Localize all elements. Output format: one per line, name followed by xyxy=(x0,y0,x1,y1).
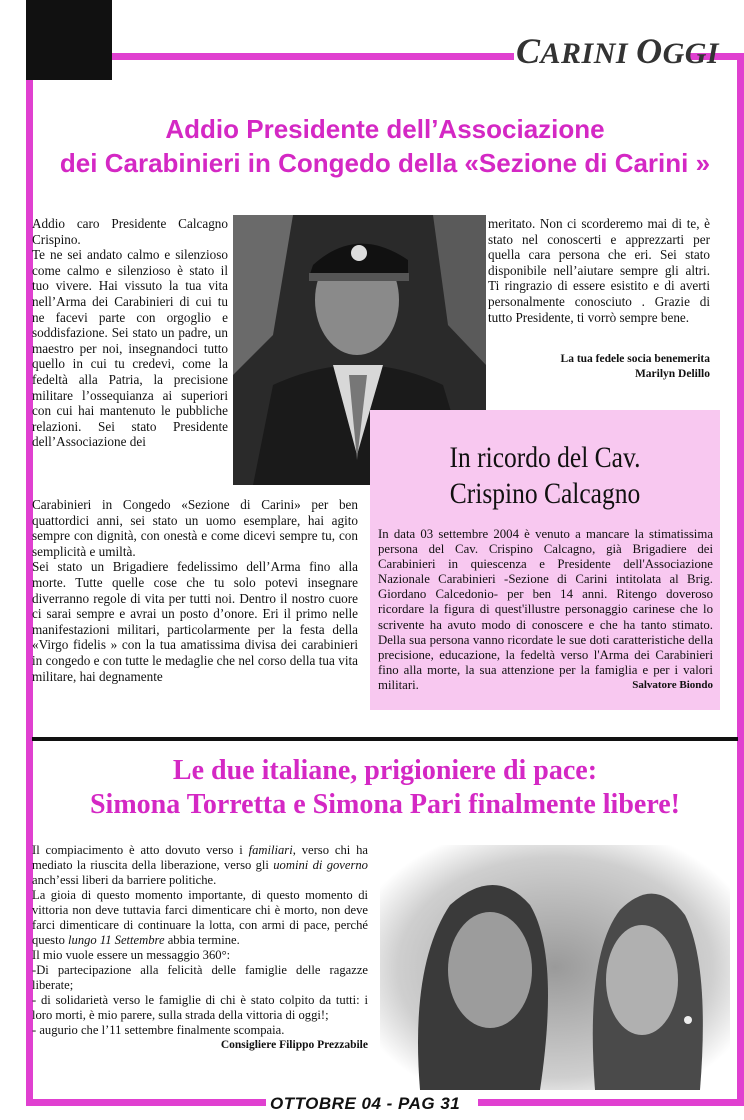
article1-column1: Addio caro Presidente Calcagno Crispino. Te ne sei andato calmo e silenzioso come calmo e silenzioso è stato il tuo vivere. Hai vissuto la tua vita nell’Arma dei Carabinieri di cui tu ne facevi parte con orgoglio e soddisfazione. Sei stato un padre, un maestro per noi, insegnandoci tutto quello in cui tu credevi, come la fedeltà alla Patria, la precisione militare l’ossequianza ai superiori con cui hai mantenuto le pubbliche relazioni. Sei stato Presidente dell’Associazione dei xyxy=(32,216,228,450)
memorial-box-title: In ricordo del Cav. Crispino Calcagno xyxy=(449,441,641,510)
article1-column3: meritato. Non ci scorderemo mai di te, è stato nel conoscerti e apprezzarti per quella cara persona che eri. Sei stato disponibile nell’aiutare sempre gli altri. Ti ringrazio di essere esistito e di averti personalmente conosciuto . Grazie di tutto Presidente, ti vorrò sempre bene. xyxy=(488,216,710,325)
frame-bottom-bar-left xyxy=(26,1099,266,1106)
article2-signature: Consigliere Filippo Prezzabile xyxy=(220,1039,368,1051)
frame-right-bar xyxy=(737,53,744,1106)
section-divider xyxy=(32,737,738,741)
article1-signature: La tua fedele socia benemerita Marilyn Delillo xyxy=(560,353,710,380)
page-footer: OTTOBRE 04 - PAG 31 xyxy=(270,1094,461,1113)
article1-column2: Carabinieri in Congedo «Sezione di Carini» per ben quattordici anni, sei stato un uomo esemplare, hai agito sempre con dignità, con onestà e come dicevi sempre tu, con semplicità e umiltà. Sei stato un Brigadiere fedelissimo dell’Arma fino alla morte. Tutte quelle cose che tu solo potevi insegnare diverranno regole di vita per tutti noi. Dentro il nostro cuore ci sarai sempre e avrai un posto d’onore. Eri il primo nelle manifestazioni militari, particolarmente per la festa della «Virgo fidelis » con la tua amatissima divisa dei carabinieri in congedo e con tutte le medaglie che nel corso della tua vita militare, hai degnamente xyxy=(32,497,358,684)
headline-italiane: Le due italiane, prigioniere di pace: Simona Torretta e Simona Pari finalmente libere! xyxy=(89,755,681,820)
headline-addio: Addio Presidente dell’Associazione dei Carabinieri in Congedo della «Sezione di Carini » xyxy=(59,114,711,178)
memorial-box-signature: Salvatore Biondo xyxy=(632,678,713,691)
frame-bottom-bar-right xyxy=(478,1099,744,1106)
masthead-logo: CARINI OGGI xyxy=(516,31,720,71)
photo-two-women xyxy=(380,845,730,1090)
article2-text: Il compiacimento è atto dovuto verso i familiari, verso chi ha mediato la riuscita della liberazione, verso gli uomini di governo anch’essi liberi da barriere politiche. La gioia di questo momento importante, di questo momento di vittoria non deve tuttavia farci dimenticare chi è morto, non deve farci dimenticare di continuare la lotta, con armi di pace, perché questo lungo 11 Settembre abbia termine. Il mio vuole essere un messaggio 360°: -Di partecipazione alla felicità delle famiglie delle ragazze liberate; - di solidarietà verso le famiglie di chi è stato colpito da tutti: i loro morti, è mio parere, sulla strada della vittoria di oggi!; - augurio che l’11 settembre finalmente scompaia. Consigliere Filippo Prezzabile xyxy=(32,843,368,1051)
corner-black-block xyxy=(26,0,112,80)
memorial-box-text: In data 03 settembre 2004 è venuto a mancare la stimatissima persona del Cav. Crispino Calcagno, già Brigadiere dei Carabinieri in quiescenza e Presidente dell'Associazione Nazionale Carabinieri -Sezione di Carini intitolata al Brig. Giordano Calcedonio- per ben 14 anni. Ritengo doveroso ricordare la figura di quest'illustre personaggio carinese che lo scrivente ha avuto modo di conoscere e che ha tanto stimato. Della sua persona vanno ricordate le sue doti caratteristiche della precisione, educazione, la fedeltà verso l'Arma dei Carabinieri fino alla morte, la sua attenzione per la famiglia e per i valori militari. Salvatore Biondo xyxy=(378,527,713,692)
frame-top-bar xyxy=(112,53,514,60)
